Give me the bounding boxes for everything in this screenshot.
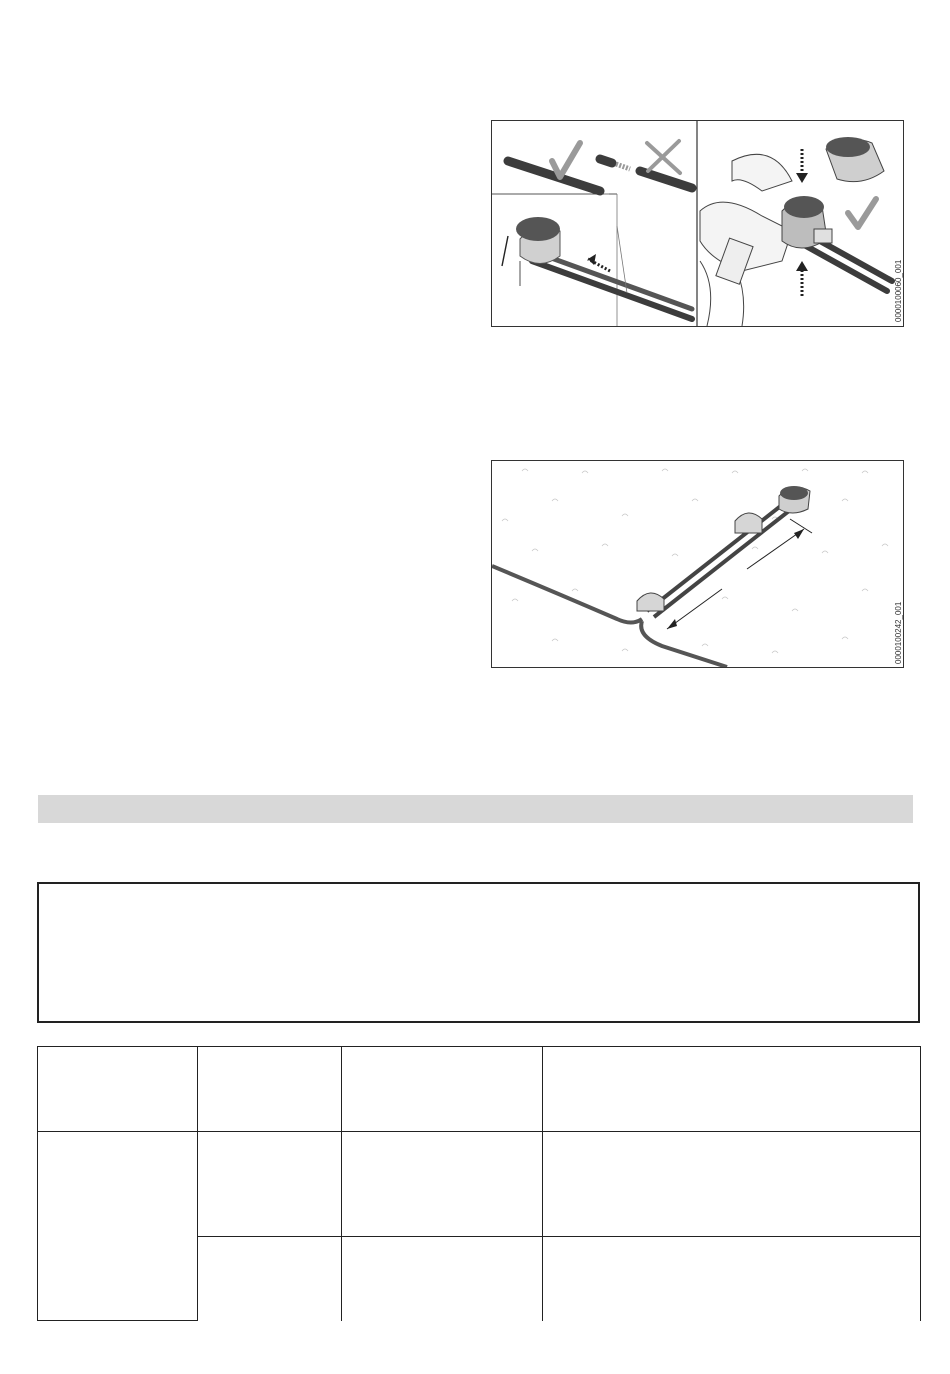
table-header-cell bbox=[198, 1047, 342, 1132]
boundary-cable-left bbox=[492, 566, 642, 623]
figure-cable-routing bbox=[491, 460, 904, 668]
pliers-jaw-top bbox=[732, 154, 792, 191]
grass-pattern bbox=[502, 469, 888, 653]
table-cell bbox=[198, 1237, 342, 1321]
cable-stripped-short bbox=[600, 159, 612, 163]
figure-id-label: 0000100060_001 bbox=[894, 259, 903, 322]
table-header-row bbox=[38, 1047, 921, 1132]
stripped-wire bbox=[616, 164, 630, 169]
figure-id-label: 0000100242_001 bbox=[894, 601, 903, 664]
cable-lower bbox=[532, 261, 692, 319]
table-header-cell bbox=[342, 1047, 543, 1132]
table-header-cell bbox=[543, 1047, 921, 1132]
connector-cap bbox=[516, 217, 560, 241]
table-cell bbox=[543, 1237, 921, 1321]
check-icon bbox=[848, 199, 876, 227]
section-heading-bar bbox=[38, 795, 913, 823]
table-cell bbox=[342, 1132, 543, 1237]
table-cell bbox=[543, 1132, 921, 1237]
cable-upper bbox=[532, 251, 692, 309]
table-cell bbox=[198, 1132, 342, 1237]
cable-run-b bbox=[654, 507, 794, 617]
peg-2 bbox=[735, 513, 762, 533]
boundary-cable-right bbox=[641, 621, 727, 667]
figure-cable-connector bbox=[491, 120, 904, 327]
table-cell-merged bbox=[38, 1132, 198, 1321]
table-row bbox=[38, 1132, 921, 1237]
crimp-cable-lower bbox=[797, 241, 887, 291]
cross-icon bbox=[647, 141, 680, 173]
peg-1 bbox=[637, 593, 664, 611]
troubleshooting-table bbox=[37, 1046, 921, 1321]
table-header-cell bbox=[38, 1047, 198, 1132]
table-cell bbox=[342, 1237, 543, 1321]
cable-connector-illustration bbox=[492, 121, 903, 326]
notice-box bbox=[37, 882, 920, 1023]
cable-routing-illustration bbox=[492, 461, 903, 667]
check-icon bbox=[552, 143, 580, 177]
